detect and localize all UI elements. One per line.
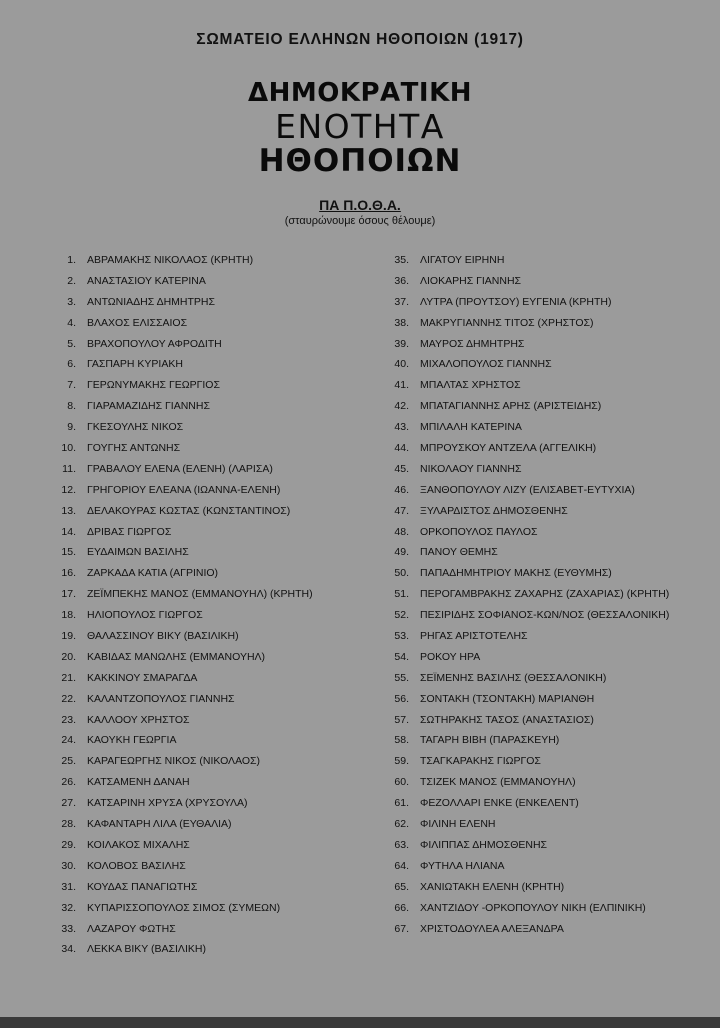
candidate-name: ΦΥΤΗΛΑ ΗΛΙΑΝΑ xyxy=(420,859,505,872)
candidate-number: 42. xyxy=(394,400,409,413)
candidate-number: 15. xyxy=(61,546,76,559)
list-item xyxy=(383,417,703,438)
candidate-name: ΒΡΑΧΟΠΟΥΛΟΥ ΑΦΡΟΔΙΤΗ xyxy=(87,337,222,350)
candidate-name: ΛΥΤΡΑ (ΠΡΟΥΤΣΟΥ) ΕΥΓΕΝΙΑ (ΚΡΗΤΗ) xyxy=(420,295,612,308)
list-item xyxy=(383,793,703,814)
list-item xyxy=(50,919,370,940)
candidate-number: 13. xyxy=(61,504,76,517)
candidate-number: 54. xyxy=(394,650,409,663)
list-item xyxy=(383,898,703,919)
list-item xyxy=(50,584,370,605)
list-item xyxy=(50,856,370,877)
voting-note: (σταυρώνουμε όσους θέλουμε) xyxy=(284,215,436,227)
candidate-name: ΘΑΛΑΣΣΙΝΟΥ ΒΙΚΥ (ΒΑΣΙΛΙΚΗ) xyxy=(87,630,239,643)
candidate-number: 37. xyxy=(394,295,409,308)
candidate-name: ΜΠΙΛΑΛΗ ΚΑΤΕΡΙΝΑ xyxy=(420,421,522,434)
candidate-name: ΛΙΓΑΤΟΥ ΕΙΡΗΝΗ xyxy=(420,254,505,266)
list-item xyxy=(383,438,703,459)
candidate-name: ΜΠΡΟΥΣΚΟΥ ΑΝΤΖΕΛΑ (ΑΓΓΕΛΙΚΗ) xyxy=(420,442,597,455)
candidate-name: ΓΡΗΓΟΡΙΟΥ ΕΛΕΑΝΑ (ΙΩΑΝΝΑ-ΕΛΕΝΗ) xyxy=(87,483,281,496)
candidate-number: 57. xyxy=(394,713,409,726)
list-item xyxy=(50,751,370,772)
candidate-number: 35. xyxy=(394,254,409,266)
candidate-number: 24. xyxy=(61,734,76,747)
list-item xyxy=(50,605,370,626)
candidate-name: ΓΚΕΣΟΥΛΗΣ ΝΙΚΟΣ xyxy=(87,421,184,434)
list-item xyxy=(383,772,703,793)
candidate-number: 36. xyxy=(394,274,409,287)
candidate-name: ΑΝΤΩΝΙΑΔΗΣ ΔΗΜΗΤΡΗΣ xyxy=(87,295,216,308)
candidate-number: 1. xyxy=(67,254,76,266)
candidate-number: 43. xyxy=(394,421,409,434)
candidate-name: ΖΑΡΚΑΔΑ ΚΑΤΙΑ (ΑΓΡΙΝΙΟ) xyxy=(87,567,219,580)
list-item xyxy=(50,417,370,438)
candidate-name: ΓΙΑΡΑΜΑΖΙΔΗΣ ΓΙΑΝΝΗΣ xyxy=(87,400,210,413)
candidate-number: 32. xyxy=(61,901,76,914)
list-item xyxy=(383,542,703,563)
candidate-name: ΡΟΚΟΥ ΗΡΑ xyxy=(420,650,481,663)
candidate-name: ΠΕΡΟΓΑΜΒΡΑΚΗΣ ΖΑΧΑΡΗΣ (ΖΑΧΑΡΙΑΣ) (ΚΡΗΤΗ) xyxy=(420,588,670,601)
candidate-name: ΜΑΚΡΥΓΙΑΝΝΗΣ ΤΙΤΟΣ (ΧΡΗΣΤΟΣ) xyxy=(420,316,594,329)
candidate-number: 6. xyxy=(67,358,76,371)
list-item xyxy=(50,877,370,898)
candidate-number: 19. xyxy=(61,630,76,643)
candidate-number: 50. xyxy=(394,567,409,580)
candidate-name: ΟΡΚΟΠΟΥΛΟΣ ΠΑΥΛΟΣ xyxy=(420,525,538,538)
list-item xyxy=(383,271,703,292)
candidate-name: ΡΗΓΑΣ ΑΡΙΣΤΟΤΕΛΗΣ xyxy=(420,630,528,643)
list-item xyxy=(50,438,370,459)
candidate-name: ΝΙΚΟΛΑΟΥ ΓΙΑΝΝΗΣ xyxy=(420,462,522,475)
candidate-name: ΛΙΟΚΑΡΗΣ ΓΙΑΝΝΗΣ xyxy=(420,274,522,287)
candidate-name: ΠΕΣΙΡΙΔΗΣ ΣΟΦΙΑΝΟΣ-ΚΩΝ/ΝΟΣ (ΘΕΣΣΑΛΟΝΙΚΗ) xyxy=(420,609,670,622)
list-item xyxy=(50,835,370,856)
candidate-name: ΜΠΑΛΤΑΣ ΧΡΗΣΤΟΣ xyxy=(420,379,521,392)
list-item xyxy=(383,814,703,835)
candidate-number: 46. xyxy=(394,483,409,496)
list-item xyxy=(383,626,703,647)
list-item xyxy=(50,563,370,584)
candidate-number: 60. xyxy=(394,776,409,789)
list-item xyxy=(383,375,703,396)
candidate-number: 26. xyxy=(61,776,76,789)
candidate-number: 14. xyxy=(61,525,76,538)
candidate-number: 65. xyxy=(394,880,409,893)
candidate-number: 39. xyxy=(394,337,409,350)
candidate-name: ΞΥΛΑΡΔΙΣΤΟΣ ΔΗΜΟΣΘΕΝΗΣ xyxy=(420,504,568,517)
candidate-name: ΠΑΠΑΔΗΜΗΤΡΙΟΥ ΜΑΚΗΣ (ΕΥΘΥΜΗΣ) xyxy=(420,567,612,580)
candidate-name: ΚΟΛΟΒΟΣ ΒΑΣΙΛΗΣ xyxy=(87,859,186,872)
candidate-name: ΚΑΤΣΑΜΕΝΗ ΔΑΝΑΗ xyxy=(87,776,190,789)
list-item xyxy=(50,668,370,689)
candidate-number: 56. xyxy=(394,692,409,705)
candidate-name: ΚΟΙΛΑΚΟΣ ΜΙΧΑΛΗΣ xyxy=(87,838,190,851)
candidate-name: ΣΩΤΗΡΑΚΗΣ ΤΑΣΟΣ (ΑΝΑΣΤΑΣΙΟΣ) xyxy=(420,713,594,726)
list-item xyxy=(383,730,703,751)
candidate-number: 9. xyxy=(67,421,76,434)
candidate-name: ΚΟΥΔΑΣ ΠΑΝΑΓΙΩΤΗΣ xyxy=(87,880,198,893)
list-item xyxy=(383,480,703,501)
list-item xyxy=(50,730,370,751)
list-item xyxy=(50,710,370,731)
candidate-name: ΖΕΪΜΠΕΚΗΣ ΜΑΝΟΣ (ΕΜΜΑΝΟΥΗΛ) (ΚΡΗΤΗ) xyxy=(87,588,313,601)
candidate-number: 41. xyxy=(394,379,409,392)
candidate-number: 64. xyxy=(394,859,409,872)
candidate-name: ΞΑΝΘΟΠΟΥΛΟΥ ΛΙΖΥ (ΕΛΙΣΑΒΕΤ-ΕΥΤΥΧΙΑ) xyxy=(420,483,635,496)
list-item xyxy=(50,250,370,271)
candidate-name: ΦΙΛΙΝΗ ΕΛΕΝΗ xyxy=(420,818,496,831)
candidate-number: 18. xyxy=(61,609,76,622)
list-item xyxy=(383,313,703,334)
list-item xyxy=(50,647,370,668)
list-item xyxy=(383,710,703,731)
candidate-number: 47. xyxy=(394,504,409,517)
candidate-name: ΓΟΥΓΗΣ ΑΝΤΩΝΗΣ xyxy=(87,442,181,455)
list-item xyxy=(50,396,370,417)
list-item xyxy=(50,522,370,543)
candidate-number: 12. xyxy=(61,483,76,496)
candidate-number: 23. xyxy=(61,713,76,726)
candidate-name: ΧΡΙΣΤΟΔΟΥΛΕΑ ΑΛΕΞΑΝΔΡΑ xyxy=(420,922,564,935)
candidate-number: 62. xyxy=(394,818,409,831)
list-item xyxy=(50,292,370,313)
candidate-name: ΚΑΦΑΝΤΑΡΗ ΛΙΛΑ (ΕΥΘΑΛΙΑ) xyxy=(87,818,232,831)
list-item xyxy=(383,919,703,940)
list-item xyxy=(50,271,370,292)
list-item xyxy=(50,898,370,919)
list-item xyxy=(383,751,703,772)
list-item xyxy=(383,689,703,710)
list-heading: ΠΑ Π.Ο.Θ.Α. xyxy=(319,197,401,213)
candidate-name: ΧΑΝΙΩΤΑΚΗ ΕΛΕΝΗ (ΚΡΗΤΗ) xyxy=(420,880,565,893)
candidate-number: 63. xyxy=(394,838,409,851)
candidate-number: 49. xyxy=(394,546,409,559)
candidate-name: ΣΟΝΤΑΚΗ (ΤΣΟΝΤΑΚΗ) ΜΑΡΙΑΝΘΗ xyxy=(420,692,595,705)
list-item xyxy=(383,501,703,522)
candidate-number: 59. xyxy=(394,755,409,768)
candidate-number: 22. xyxy=(61,692,76,705)
list-item xyxy=(50,542,370,563)
candidate-name: ΚΑΛΛΟΟΥ ΧΡΗΣΤΟΣ xyxy=(87,713,190,726)
list-item xyxy=(50,814,370,835)
list-item xyxy=(383,522,703,543)
candidate-number: 4. xyxy=(67,316,76,329)
candidate-name: ΜΑΥΡΟΣ ΔΗΜΗΤΡΗΣ xyxy=(420,337,525,350)
candidate-number: 51. xyxy=(394,588,409,601)
candidate-number: 8. xyxy=(67,400,76,413)
candidate-name: ΦΕΖΟΛΛΑΡΙ ΕΝΚΕ (ΕΝΚΕΛΕΝΤ) xyxy=(420,797,579,810)
candidate-number: 48. xyxy=(394,525,409,538)
candidate-number: 34. xyxy=(61,943,76,956)
candidate-name: ΜΠΑΤΑΓΙΑΝΝΗΣ ΑΡΗΣ (ΑΡΙΣΤΕΙΔΗΣ) xyxy=(420,400,602,413)
list-item xyxy=(383,877,703,898)
list-item xyxy=(383,584,703,605)
candidate-name: ΓΕΡΩΝΥΜΑΚΗΣ ΓΕΩΡΓΙΟΣ xyxy=(87,379,220,392)
candidate-name: ΛΕΚΚΑ ΒΙΚΥ (ΒΑΣΙΛΙΚΗ) xyxy=(87,943,206,956)
candidate-list-left xyxy=(50,250,370,960)
logo xyxy=(0,80,720,182)
candidate-number: 27. xyxy=(61,797,76,810)
candidate-number: 7. xyxy=(67,379,76,392)
list-item xyxy=(50,772,370,793)
candidate-name: ΔΕΛΑΚΟΥΡΑΣ ΚΩΣΤΑΣ (ΚΩΝΣΤΑΝΤΙΝΟΣ) xyxy=(87,504,291,517)
list-item xyxy=(50,334,370,355)
candidate-name: ΜΙΧΑΛΟΠΟΥΛΟΣ ΓΙΑΝΝΗΣ xyxy=(420,358,552,371)
candidate-number: 2. xyxy=(67,274,76,287)
candidate-number: 29. xyxy=(61,838,76,851)
candidate-number: 17. xyxy=(61,588,76,601)
candidate-name: ΧΑΝΤΖΙΔΟΥ -ΟΡΚΟΠΟΥΛΟΥ ΝΙΚΗ (ΕΛΠΙΝΙΚΗ) xyxy=(420,901,646,914)
list-item xyxy=(383,354,703,375)
candidate-name: ΤΣΑΓΚΑΡΑΚΗΣ ΓΙΩΡΓΟΣ xyxy=(420,755,541,768)
candidate-number: 16. xyxy=(61,567,76,580)
logo-line-2: ΕΝΟΤΗΤΑ xyxy=(275,107,445,146)
list-item xyxy=(383,250,703,271)
candidate-name: ΕΥΔΑΙΜΩΝ ΒΑΣΙΛΗΣ xyxy=(87,546,189,559)
candidate-name: ΓΑΣΠΑΡΗ ΚΥΡΙΑΚΗ xyxy=(87,358,183,371)
candidate-name: ΦΙΛΙΠΠΑΣ ΔΗΜΟΣΘΕΝΗΣ xyxy=(420,838,548,851)
list-item xyxy=(383,563,703,584)
bottom-bar xyxy=(0,1017,720,1028)
candidate-name: ΚΑΟΥΚΗ ΓΕΩΡΓΙΑ xyxy=(87,734,177,747)
candidate-number: 10. xyxy=(61,442,76,455)
candidate-number: 58. xyxy=(394,734,409,747)
candidate-number: 61. xyxy=(394,797,409,810)
candidate-number: 25. xyxy=(61,755,76,768)
list-item xyxy=(383,835,703,856)
candidate-number: 53. xyxy=(394,630,409,643)
candidate-number: 3. xyxy=(67,295,76,308)
list-item xyxy=(50,939,370,960)
candidate-name: ΚΥΠΑΡΙΣΣΟΠΟΥΛΟΣ ΣΙΜΟΣ (ΣΥΜΕΩΝ) xyxy=(87,901,281,914)
candidate-name: ΔΡΙΒΑΣ ΓΙΩΡΓΟΣ xyxy=(87,525,172,538)
candidate-number: 45. xyxy=(394,462,409,475)
candidate-name: ΤΑΓΑΡΗ ΒΙΒΗ (ΠΑΡΑΣΚΕΥΗ) xyxy=(420,734,560,747)
candidate-name: ΗΛΙΟΠΟΥΛΟΣ ΓΙΩΡΓΟΣ xyxy=(87,609,203,622)
candidate-number: 28. xyxy=(61,818,76,831)
list-item xyxy=(50,375,370,396)
list-item xyxy=(383,334,703,355)
list-item xyxy=(50,459,370,480)
list-item xyxy=(383,856,703,877)
candidate-name: ΚΑΒΙΔΑΣ ΜΑΝΩΛΗΣ (ΕΜΜΑΝΟΥΗΛ) xyxy=(87,650,266,663)
list-item xyxy=(383,605,703,626)
candidate-number: 38. xyxy=(394,316,409,329)
candidate-list-right xyxy=(383,250,703,939)
list-item xyxy=(383,396,703,417)
list-item xyxy=(383,459,703,480)
logo-line-3: ΗΘΟΠΟΙΩΝ xyxy=(258,143,462,179)
candidate-number: 55. xyxy=(394,671,409,684)
candidate-name: ΚΑΤΣΑΡΙΝΗ ΧΡΥΣΑ (ΧΡΥΣΟΥΛΑ) xyxy=(87,797,248,810)
list-item xyxy=(50,689,370,710)
candidate-name: ΑΝΑΣΤΑΣΙΟΥ ΚΑΤΕΡΙΝΑ xyxy=(87,274,206,287)
candidate-name: ΓΡΑΒΑΛΟΥ ΕΛΕΝΑ (ΕΛΕΝΗ) (ΛΑΡΙΣΑ) xyxy=(87,462,273,475)
candidate-name: ΚΑΛΑΝΤΖΟΠΟΥΛΟΣ ΓΙΑΝΝΗΣ xyxy=(87,692,235,705)
list-item xyxy=(50,793,370,814)
list-item xyxy=(50,480,370,501)
logo-line-1: ΔΗΜΟΚΡΑΤΙΚΗ xyxy=(248,78,472,108)
list-item xyxy=(50,313,370,334)
list-item xyxy=(50,501,370,522)
candidate-number: 31. xyxy=(61,880,76,893)
candidate-name: ΚΑΡΑΓΕΩΡΓΗΣ ΝΙΚΟΣ (ΝΙΚΟΛΑΟΣ) xyxy=(87,755,261,768)
candidate-name: ΚΑΚΚΙΝΟΥ ΣΜΑΡΑΓΔΑ xyxy=(87,671,198,684)
list-item xyxy=(50,626,370,647)
candidate-number: 40. xyxy=(394,358,409,371)
list-item xyxy=(383,647,703,668)
candidate-number: 5. xyxy=(67,337,76,350)
list-item xyxy=(383,292,703,313)
candidate-name: ΛΑΖΑΡΟΥ ΦΩΤΗΣ xyxy=(87,922,176,935)
list-item xyxy=(50,354,370,375)
candidate-name: ΒΛΑΧΟΣ ΕΛΙΣΣΑΙΟΣ xyxy=(87,316,188,329)
candidate-name: ΤΣΙΖΕΚ ΜΑΝΟΣ (ΕΜΜΑΝΟΥΗΛ) xyxy=(420,776,576,789)
candidate-number: 21. xyxy=(61,671,76,684)
candidate-number: 44. xyxy=(394,442,409,455)
candidate-number: 66. xyxy=(394,901,409,914)
candidate-number: 11. xyxy=(62,462,76,475)
candidate-number: 20. xyxy=(61,650,76,663)
candidate-name: ΠΑΝΟΥ ΘΕΜΗΣ xyxy=(420,546,498,559)
candidate-name: ΣΕΪΜΕΝΗΣ ΒΑΣΙΛΗΣ (ΘΕΣΣΑΛΟΝΙΚΗ) xyxy=(420,671,607,684)
list-item xyxy=(383,668,703,689)
page-title: ΣΩΜΑΤΕΙΟ ΕΛΛΗΝΩΝ ΗΘΟΠΟΙΩΝ (1917) xyxy=(196,31,524,48)
candidate-name: ΑΒΡΑΜΑΚΗΣ ΝΙΚΟΛΑΟΣ (ΚΡΗΤΗ) xyxy=(87,254,254,266)
candidate-number: 30. xyxy=(61,859,76,872)
candidate-number: 67. xyxy=(394,922,409,935)
candidate-number: 52. xyxy=(394,609,409,622)
candidate-number: 33. xyxy=(61,922,76,935)
